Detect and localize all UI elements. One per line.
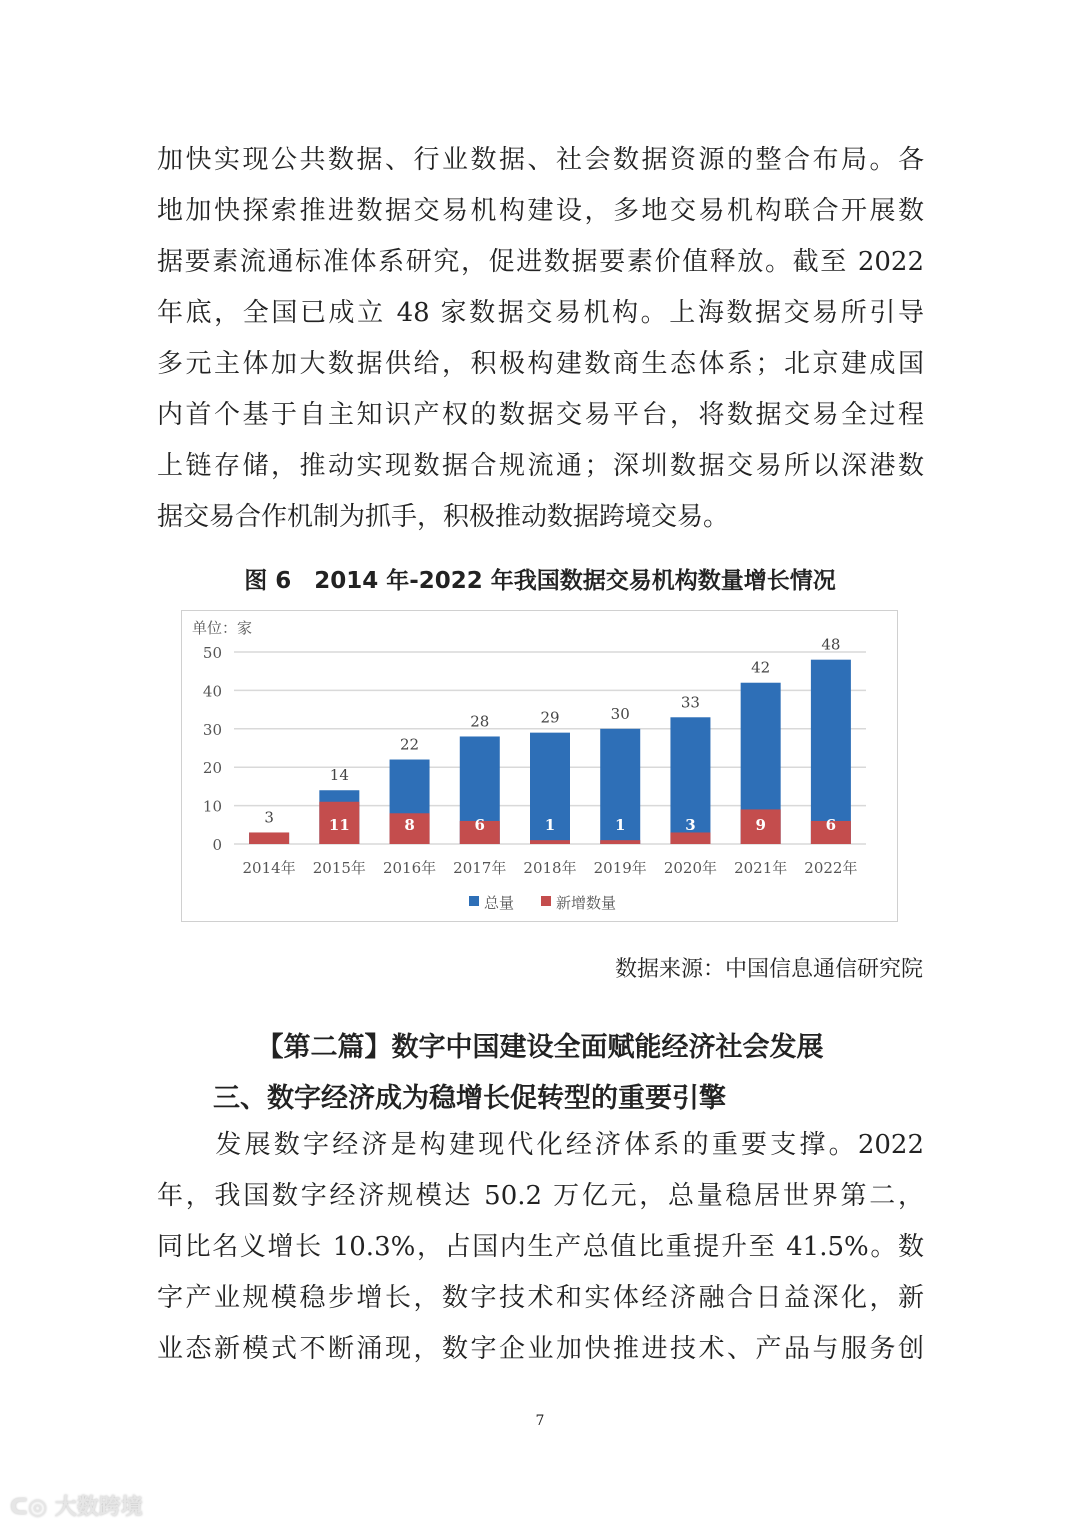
watermark-logo: ᑕ◎ 大数跨境 xyxy=(10,1495,143,1520)
x-tick-label: 2019年 xyxy=(593,859,647,877)
text-line: 据要素流通标准体系研究，促进数据要素价值释放。截至 2022 xyxy=(157,247,924,277)
text-line: 据交易合作机制为抓手，积极推动数据跨境交易。 xyxy=(157,502,730,532)
new-data-label: 3 xyxy=(685,816,696,834)
text-line: 发展数字经济是构建现代化经济体系的重要支撑。2022 xyxy=(157,1130,924,1160)
total-data-label: 33 xyxy=(680,693,700,712)
total-data-label: 14 xyxy=(329,766,349,785)
x-tick-label: 2018年 xyxy=(523,859,577,877)
y-tick-label: 50 xyxy=(202,644,222,662)
x-tick-label: 2014年 xyxy=(242,859,296,877)
y-tick-label: 10 xyxy=(202,797,222,816)
legend-swatch xyxy=(541,896,551,906)
bar-new xyxy=(249,832,289,844)
y-tick-label: 0 xyxy=(212,836,222,854)
text-line: 加快实现公共数据、行业数据、社会数据资源的整合布局。各 xyxy=(157,145,924,175)
total-data-label: 48 xyxy=(821,635,841,654)
text-line: 地加快探索推进数据交易机构建设，多地交易机构联合开展数 xyxy=(157,196,924,226)
x-tick-label: 2022年 xyxy=(804,859,858,877)
text-line: 上链存储，推动实现数据合规流通；深圳数据交易所以深港数 xyxy=(157,451,924,481)
x-tick-label: 2016年 xyxy=(382,859,437,877)
x-tick-label: 2015年 xyxy=(312,859,366,877)
bar-new xyxy=(530,840,570,844)
unit-label: 单位：家 xyxy=(192,619,253,637)
x-tick-label: 2020年 xyxy=(663,859,718,877)
text-line: 年底，全国已成立 48 家数据交易机构。上海数据交易所引导 xyxy=(157,298,924,328)
total-data-label: 3 xyxy=(264,808,274,827)
new-data-label: 6 xyxy=(474,816,485,834)
new-data-label: 6 xyxy=(825,816,837,834)
new-data-label: 1 xyxy=(615,816,626,834)
y-tick-label: 20 xyxy=(202,759,222,778)
text-line: 年，我国数字经济规模达 50.2 万亿元，总量稳居世界第二， xyxy=(157,1181,924,1211)
legend-label: 新增数量 xyxy=(556,894,617,912)
y-tick-label: 30 xyxy=(202,720,222,739)
figure-caption: 图 6 2014 年-2022 年我国数据交易机构数量增长情况 xyxy=(244,568,836,594)
total-data-label: 30 xyxy=(610,704,630,723)
new-data-label: 8 xyxy=(404,816,415,834)
subsection-title: 三、数字经济成为稳增长促转型的重要引擎 xyxy=(213,1083,726,1114)
total-data-label: 42 xyxy=(751,658,771,677)
bar-new xyxy=(670,832,710,844)
text-line: 业态新模式不断涌现，数字企业加快推进技术、产品与服务创 xyxy=(157,1334,924,1364)
text-line: 字产业规模稳步增长，数字技术和实体经济融合日益深化，新 xyxy=(157,1283,924,1313)
page-number: 7 xyxy=(535,1413,545,1429)
total-data-label: 22 xyxy=(400,735,420,754)
legend-label: 总量 xyxy=(484,894,515,912)
chart-frame xyxy=(181,610,898,922)
data-source: 数据来源：中国信息通信研究院 xyxy=(614,957,923,982)
new-data-label: 9 xyxy=(755,816,766,834)
total-data-label: 28 xyxy=(470,712,490,731)
bar-chart xyxy=(182,611,897,921)
section-title: 【第二篇】数字中国建设全面赋能经济社会发展 xyxy=(256,1032,824,1063)
bar-new xyxy=(600,840,640,844)
x-tick-label: 2021年 xyxy=(734,859,788,877)
x-tick-label: 2017年 xyxy=(453,859,507,877)
new-data-label: 1 xyxy=(544,816,556,834)
text-line: 内首个基于自主知识产权的数据交易平台，将数据交易全过程 xyxy=(157,400,924,430)
total-data-label: 29 xyxy=(540,708,560,727)
legend-swatch xyxy=(469,896,479,906)
text-line: 同比名义增长 10.3%，占国内生产总值比重提升至 41.5%。数 xyxy=(157,1232,924,1262)
new-data-label: 11 xyxy=(328,816,350,834)
text-line: 多元主体加大数据供给，积极构建数商生态体系；北京建成国 xyxy=(157,349,924,379)
y-tick-label: 40 xyxy=(202,682,222,701)
